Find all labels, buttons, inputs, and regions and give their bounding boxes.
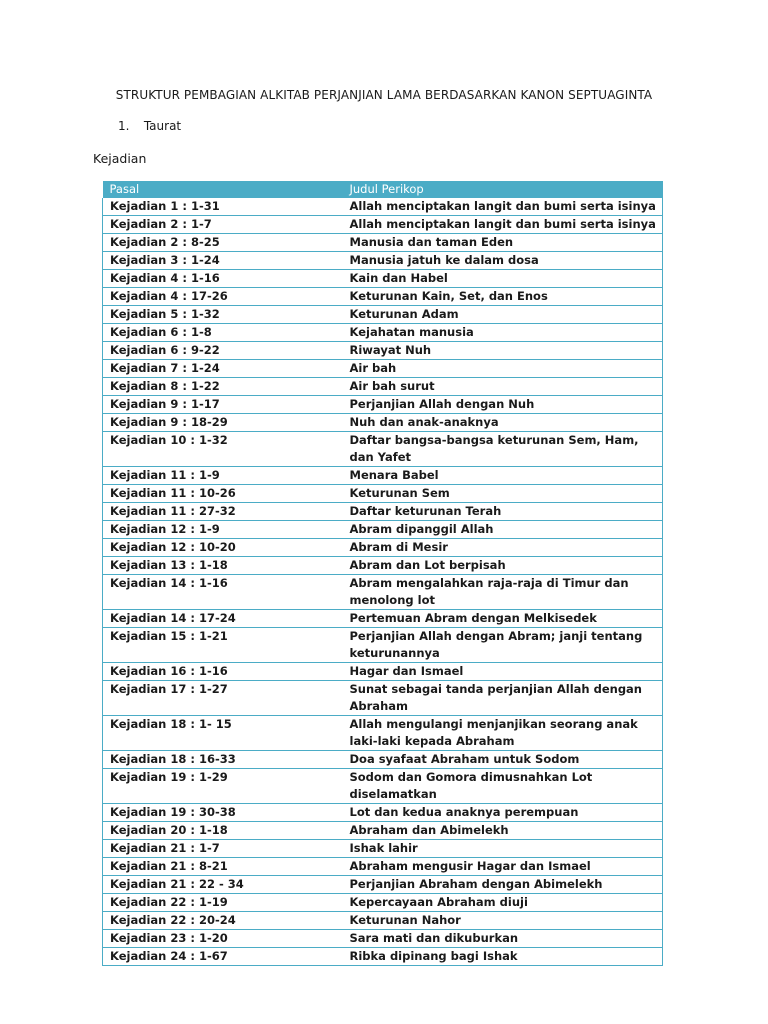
table-row bbox=[103, 539, 663, 557]
cell-judul-perikop: Ribka dipinang bagi Ishak bbox=[343, 948, 663, 966]
cell-pasal: Kejadian 12 : 10-20 bbox=[103, 539, 343, 557]
cell-pasal: Kejadian 21 : 1-7 bbox=[103, 840, 343, 858]
cell-judul-perikop: Abram dan Lot berpisah bbox=[343, 557, 663, 575]
table-row bbox=[103, 521, 663, 539]
table-row bbox=[103, 575, 663, 610]
table-row bbox=[103, 948, 663, 966]
cell-pasal: Kejadian 21 : 8-21 bbox=[103, 858, 343, 876]
page-title: STRUKTUR PEMBAGIAN ALKITAB PERJANJIAN LAMA BERDASARKAN KANON SEPTUAGINTA bbox=[115, 88, 653, 102]
cell-judul-perikop: Abraham mengusir Hagar dan Ismael bbox=[343, 858, 663, 876]
table-row bbox=[103, 822, 663, 840]
table-row bbox=[103, 270, 663, 288]
table-row bbox=[103, 751, 663, 769]
table-row bbox=[103, 840, 663, 858]
cell-judul-perikop: Sodom dan Gomora dimusnahkan Lot diselamatkan bbox=[343, 769, 663, 804]
table-row bbox=[103, 198, 663, 216]
cell-pasal: Kejadian 9 : 1-17 bbox=[103, 396, 343, 414]
pericope-table bbox=[102, 181, 663, 966]
cell-pasal: Kejadian 9 : 18-29 bbox=[103, 414, 343, 432]
section-label: Taurat bbox=[143, 119, 182, 133]
table-row bbox=[103, 378, 663, 396]
table-row bbox=[103, 324, 663, 342]
cell-judul-perikop: Air bah surut bbox=[343, 378, 663, 396]
cell-pasal: Kejadian 2 : 1-7 bbox=[103, 216, 343, 234]
subsection-heading: Kejadian bbox=[93, 151, 147, 166]
cell-pasal: Kejadian 24 : 1-67 bbox=[103, 948, 343, 966]
table-row bbox=[103, 234, 663, 252]
cell-judul-perikop: Nuh dan anak-anaknya bbox=[343, 414, 663, 432]
cell-pasal: Kejadian 16 : 1-16 bbox=[103, 663, 343, 681]
cell-judul-perikop: Daftar bangsa-bangsa keturunan Sem, Ham, dan Yafet bbox=[343, 432, 663, 467]
cell-judul-perikop: Pertemuan Abram dengan Melkisedek bbox=[343, 610, 663, 628]
cell-pasal: Kejadian 14 : 1-16 bbox=[103, 575, 343, 610]
cell-pasal: Kejadian 4 : 1-16 bbox=[103, 270, 343, 288]
cell-pasal: Kejadian 21 : 22 - 34 bbox=[103, 876, 343, 894]
cell-judul-perikop: Perjanjian Allah dengan Abram; janji tentang keturunannya bbox=[343, 628, 663, 663]
cell-judul-perikop: Menara Babel bbox=[343, 467, 663, 485]
cell-judul-perikop: Doa syafaat Abraham untuk Sodom bbox=[343, 751, 663, 769]
table-header-row bbox=[103, 181, 663, 198]
cell-pasal: Kejadian 11 : 10-26 bbox=[103, 485, 343, 503]
cell-pasal: Kejadian 18 : 16-33 bbox=[103, 751, 343, 769]
cell-judul-perikop: Sara mati dan dikuburkan bbox=[343, 930, 663, 948]
table-row bbox=[103, 414, 663, 432]
table-row bbox=[103, 610, 663, 628]
cell-pasal: Kejadian 17 : 1-27 bbox=[103, 681, 343, 716]
table-row bbox=[103, 360, 663, 378]
table-row bbox=[103, 342, 663, 360]
cell-judul-perikop: Allah menciptakan langit dan bumi serta isinya bbox=[343, 216, 663, 234]
table-row bbox=[103, 252, 663, 270]
cell-judul-perikop: Keturunan Sem bbox=[343, 485, 663, 503]
table-row bbox=[103, 681, 663, 716]
cell-judul-perikop: Allah mengulangi menjanjikan seorang anak laki-laki kepada Abraham bbox=[343, 716, 663, 751]
header-judul-perikop: Judul Perikop bbox=[343, 181, 663, 198]
section-heading bbox=[118, 119, 181, 133]
table-row bbox=[103, 432, 663, 467]
cell-judul-perikop: Kejahatan manusia bbox=[343, 324, 663, 342]
cell-pasal: Kejadian 3 : 1-24 bbox=[103, 252, 343, 270]
cell-pasal: Kejadian 2 : 8-25 bbox=[103, 234, 343, 252]
table-row bbox=[103, 485, 663, 503]
cell-pasal: Kejadian 6 : 9-22 bbox=[103, 342, 343, 360]
table-row bbox=[103, 396, 663, 414]
cell-judul-perikop: Keturunan Adam bbox=[343, 306, 663, 324]
table-row bbox=[103, 216, 663, 234]
table-row bbox=[103, 894, 663, 912]
cell-judul-perikop: Abram di Mesir bbox=[343, 539, 663, 557]
table-row bbox=[103, 628, 663, 663]
cell-judul-perikop: Kain dan Habel bbox=[343, 270, 663, 288]
cell-pasal: Kejadian 8 : 1-22 bbox=[103, 378, 343, 396]
cell-judul-perikop: Abram dipanggil Allah bbox=[343, 521, 663, 539]
cell-pasal: Kejadian 5 : 1-32 bbox=[103, 306, 343, 324]
table-row bbox=[103, 858, 663, 876]
cell-judul-perikop: Perjanjian Abraham dengan Abimelekh bbox=[343, 876, 663, 894]
cell-judul-perikop: Lot dan kedua anaknya perempuan bbox=[343, 804, 663, 822]
cell-pasal: Kejadian 11 : 1-9 bbox=[103, 467, 343, 485]
cell-pasal: Kejadian 15 : 1-21 bbox=[103, 628, 343, 663]
table-row bbox=[103, 769, 663, 804]
cell-judul-perikop: Daftar keturunan Terah bbox=[343, 503, 663, 521]
cell-pasal: Kejadian 22 : 1-19 bbox=[103, 894, 343, 912]
cell-judul-perikop: Keturunan Kain, Set, dan Enos bbox=[343, 288, 663, 306]
table-row bbox=[103, 663, 663, 681]
cell-pasal: Kejadian 7 : 1-24 bbox=[103, 360, 343, 378]
cell-judul-perikop: Ishak lahir bbox=[343, 840, 663, 858]
cell-judul-perikop: Perjanjian Allah dengan Nuh bbox=[343, 396, 663, 414]
table-row bbox=[103, 306, 663, 324]
cell-judul-perikop: Kepercayaan Abraham diuji bbox=[343, 894, 663, 912]
cell-pasal: Kejadian 22 : 20-24 bbox=[103, 912, 343, 930]
cell-pasal: Kejadian 10 : 1-32 bbox=[103, 432, 343, 467]
cell-pasal: Kejadian 23 : 1-20 bbox=[103, 930, 343, 948]
cell-pasal: Kejadian 12 : 1-9 bbox=[103, 521, 343, 539]
header-pasal: Pasal bbox=[103, 181, 343, 198]
cell-judul-perikop: Abram mengalahkan raja-raja di Timur dan menolong lot bbox=[343, 575, 663, 610]
table-row bbox=[103, 503, 663, 521]
cell-pasal: Kejadian 19 : 1-29 bbox=[103, 769, 343, 804]
cell-judul-perikop: Riwayat Nuh bbox=[343, 342, 663, 360]
table-row bbox=[103, 912, 663, 930]
cell-pasal: Kejadian 4 : 17-26 bbox=[103, 288, 343, 306]
section-number: 1. bbox=[118, 119, 130, 133]
cell-pasal: Kejadian 11 : 27-32 bbox=[103, 503, 343, 521]
cell-pasal: Kejadian 14 : 17-24 bbox=[103, 610, 343, 628]
cell-judul-perikop: Keturunan Nahor bbox=[343, 912, 663, 930]
cell-pasal: Kejadian 19 : 30-38 bbox=[103, 804, 343, 822]
cell-judul-perikop: Abraham dan Abimelekh bbox=[343, 822, 663, 840]
cell-judul-perikop: Air bah bbox=[343, 360, 663, 378]
table-row bbox=[103, 557, 663, 575]
cell-judul-perikop: Sunat sebagai tanda perjanjian Allah dengan Abraham bbox=[343, 681, 663, 716]
table-row bbox=[103, 716, 663, 751]
cell-judul-perikop: Manusia dan taman Eden bbox=[343, 234, 663, 252]
cell-pasal: Kejadian 18 : 1- 15 bbox=[103, 716, 343, 751]
table-row bbox=[103, 804, 663, 822]
cell-judul-perikop: Manusia jatuh ke dalam dosa bbox=[343, 252, 663, 270]
cell-judul-perikop: Hagar dan Ismael bbox=[343, 663, 663, 681]
table-row bbox=[103, 467, 663, 485]
table-row bbox=[103, 876, 663, 894]
cell-pasal: Kejadian 1 : 1-31 bbox=[103, 198, 343, 216]
cell-judul-perikop: Allah menciptakan langit dan bumi serta isinya bbox=[343, 198, 663, 216]
cell-pasal: Kejadian 13 : 1-18 bbox=[103, 557, 343, 575]
cell-pasal: Kejadian 6 : 1-8 bbox=[103, 324, 343, 342]
table-row bbox=[103, 930, 663, 948]
table-row bbox=[103, 288, 663, 306]
cell-pasal: Kejadian 20 : 1-18 bbox=[103, 822, 343, 840]
